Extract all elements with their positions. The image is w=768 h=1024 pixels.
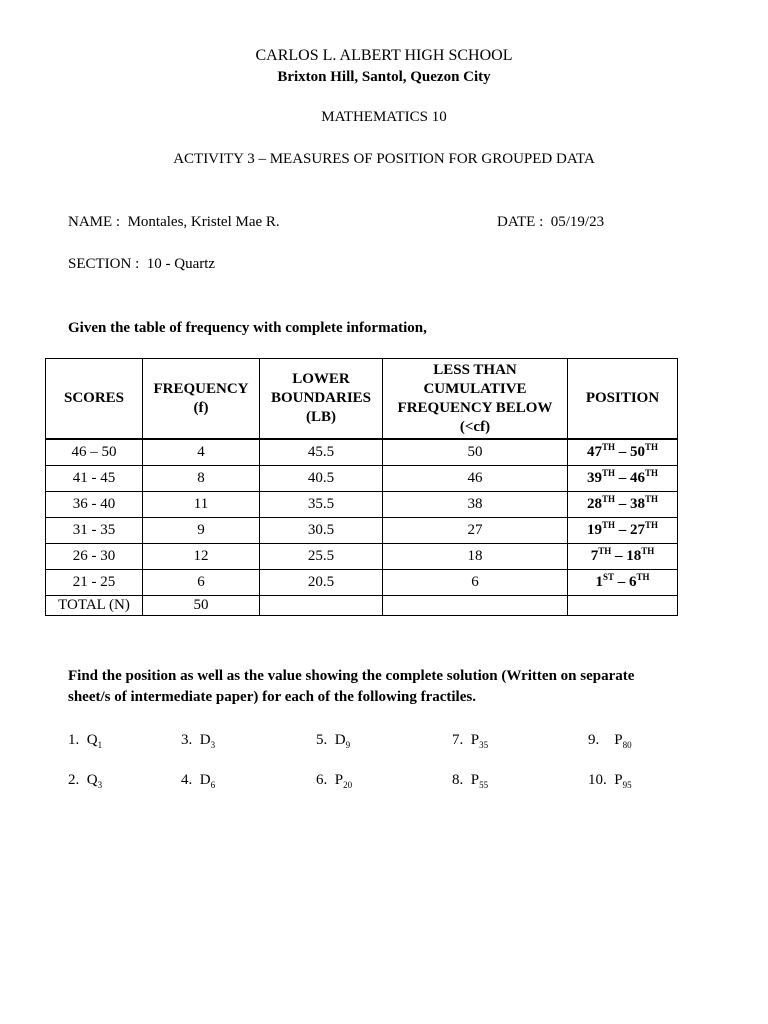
date-label: DATE : [497,214,544,230]
section-label: SECTION : [68,256,140,272]
cell-frequency: 11 [143,492,260,518]
cell-scores: 41 - 45 [46,466,143,492]
cell-lower-boundary: 45.5 [260,439,383,466]
cell-cumulative: 38 [383,492,568,518]
cell-empty [260,596,383,616]
cell-position: 28TH – 38TH [568,492,678,518]
cell-frequency: 12 [143,544,260,570]
intro-text: Given the table of frequency with complete information, [68,320,427,336]
cell-scores: 31 - 35 [46,518,143,544]
header-scores: SCORES [46,359,143,440]
header-position: POSITION [568,359,678,440]
table-row [46,518,678,544]
school-name: CARLOS L. ALBERT HIGH SCHOOL [255,47,513,64]
cell-empty [383,596,568,616]
instructions-line-2: sheet/s of intermediate paper) for each of the following fractiles. [68,689,476,705]
cell-total-label: TOTAL (N) [46,596,143,616]
school-address: Brixton Hill, Santol, Quezon City [277,69,491,85]
cell-position: 19TH – 27TH [568,518,678,544]
cell-lower-boundary: 35.5 [260,492,383,518]
fractile-item: 1. $Q_1$ [68,732,103,750]
fractile-item: 3. $D_3$ [181,732,216,750]
header-frequency: FREQUENCY (f) [143,359,260,440]
cell-cumulative: 46 [383,466,568,492]
cell-cumulative: 18 [383,544,568,570]
table-row [46,570,678,596]
cell-scores: 36 - 40 [46,492,143,518]
fractile-item: 5. $D_9$ [316,732,351,750]
fractile-item: 2. $Q_3$ [68,772,103,790]
name-label: NAME : [68,214,121,230]
fractile-item: 10. $P_{95}$ [588,772,632,790]
cell-scores: 26 - 30 [46,544,143,570]
cell-frequency: 4 [143,439,260,466]
cell-cumulative: 6 [383,570,568,596]
table-row [46,544,678,570]
cell-scores: 21 - 25 [46,570,143,596]
name-value: Montales, Kristel Mae R. [127,214,280,230]
cell-lower-boundary: 40.5 [260,466,383,492]
fractile-item: 7. $P_{35}$ [452,732,489,750]
cell-lower-boundary: 20.5 [260,570,383,596]
cell-position: 39TH – 46TH [568,466,678,492]
name-line [68,214,280,231]
table-row [46,439,678,466]
section-line [68,256,215,273]
activity-title: ACTIVITY 3 – MEASURES OF POSITION FOR GROUPED DATA [173,151,595,167]
fractile-item: 8. $P_{55}$ [452,772,489,790]
cell-lower-boundary: 30.5 [260,518,383,544]
cell-frequency: 9 [143,518,260,544]
header-lower-boundaries: LOWER BOUNDARIES (LB) [260,359,383,440]
cell-lower-boundary: 25.5 [260,544,383,570]
fractile-item: 6. $P_{20}$ [316,772,353,790]
cell-position: 1ST – 6TH [568,570,678,596]
cell-cumulative: 27 [383,518,568,544]
date-line [497,214,604,231]
cell-frequency: 8 [143,466,260,492]
cell-position: 47TH – 50TH [568,439,678,466]
cell-total-frequency: 50 [143,596,260,616]
header-cumulative-frequency: LESS THAN CUMULATIVE FREQUENCY BELOW (<cf) [383,359,568,440]
instructions-line-1: Find the position as well as the value showing the complete solution (Written on separate [68,668,635,684]
subject-title: MATHEMATICS 10 [321,109,447,125]
cell-empty [568,596,678,616]
cell-position: 7TH – 18TH [568,544,678,570]
cell-frequency: 6 [143,570,260,596]
fractile-item: 4. $D_6$ [181,772,216,790]
fractile-item: 9. $P_{80}$ [588,732,632,750]
table-total-row [46,596,678,616]
date-value: 05/19/23 [550,214,605,230]
frequency-table [45,358,678,616]
cell-cumulative: 50 [383,439,568,466]
table-row [46,492,678,518]
cell-scores: 46 – 50 [46,439,143,466]
table-header-row [46,359,678,440]
table-row [46,466,678,492]
section-value: 10 - Quartz [146,256,216,272]
